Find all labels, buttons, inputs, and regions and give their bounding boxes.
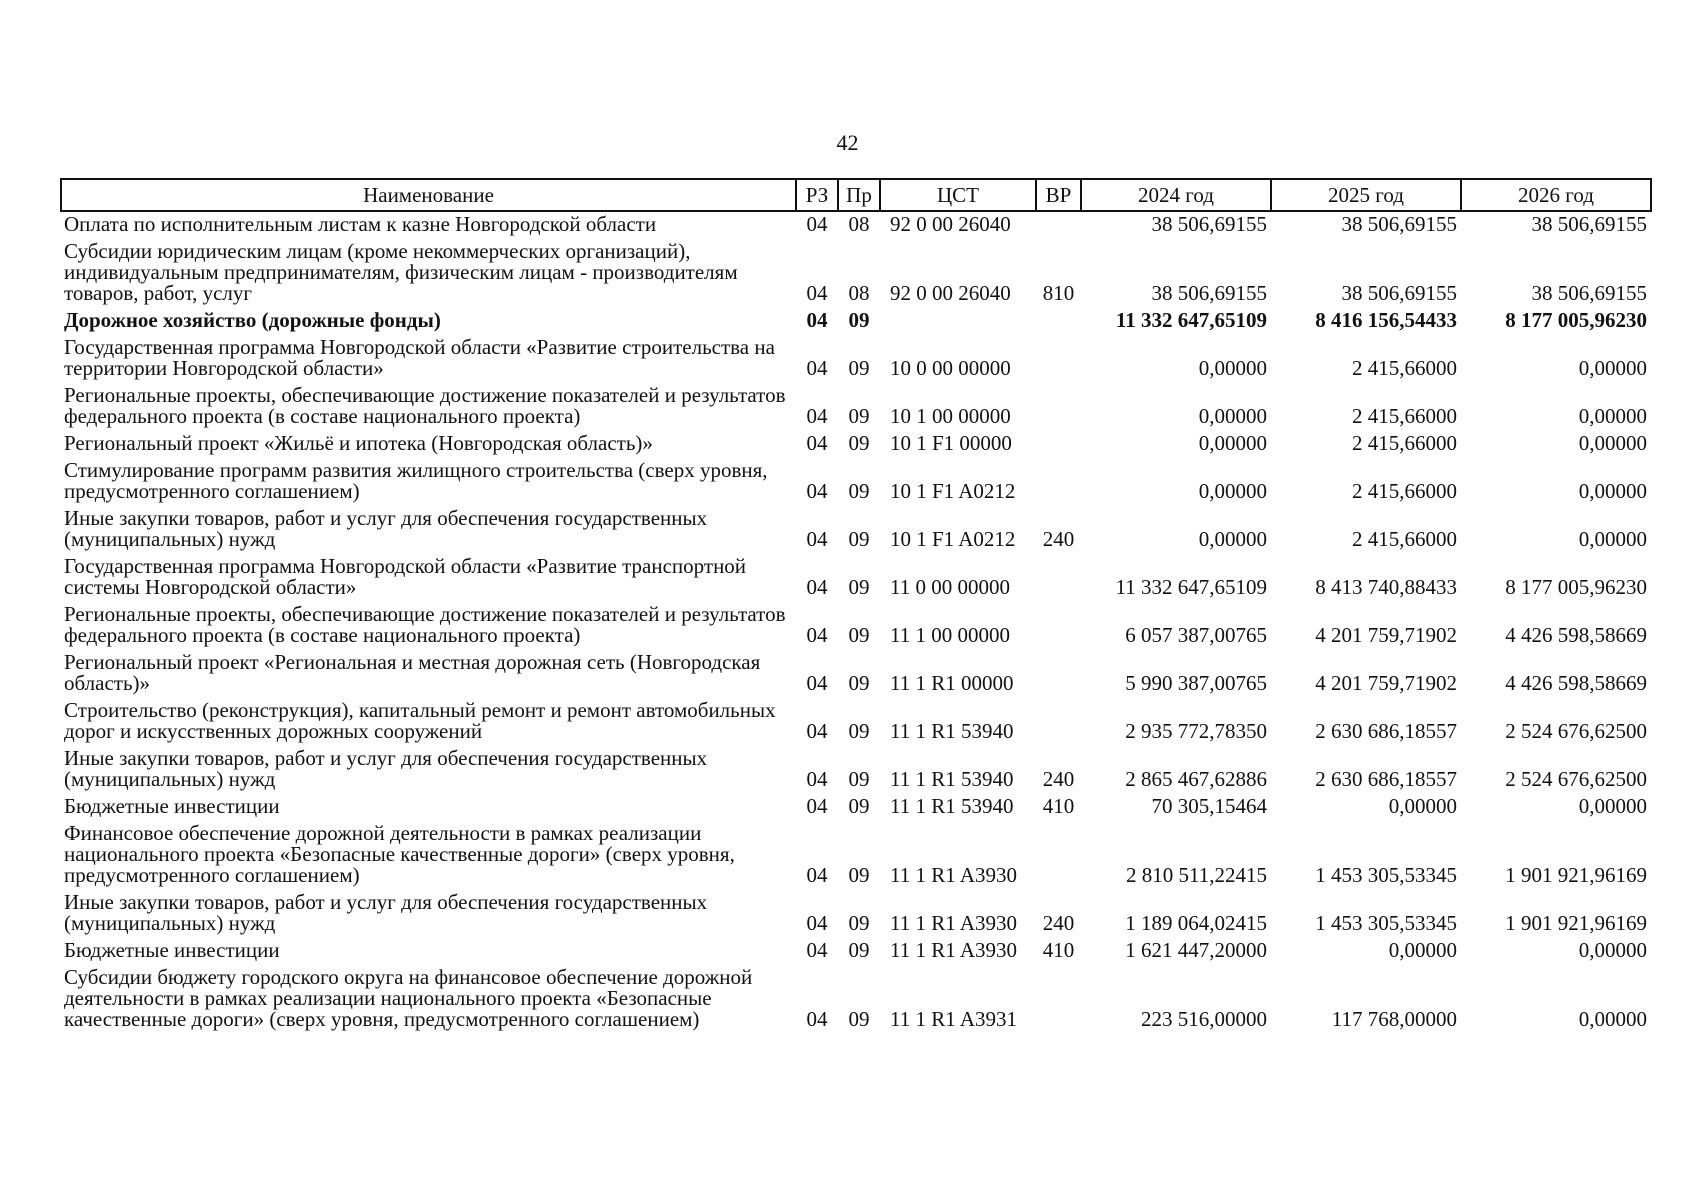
cell-rz: 04 — [806, 356, 828, 380]
cell-rz: 04 — [806, 479, 828, 503]
cell-2026: 38 506,69155 — [1531, 281, 1647, 305]
cell-cst: 11 1 R1 53940 — [890, 719, 1014, 743]
cell-rz: 04 — [806, 1007, 828, 1031]
cell-rz: 04 — [806, 767, 828, 791]
cell-2025: 2 415,66000 — [1352, 479, 1457, 503]
header-2025: 2025 год — [1271, 179, 1461, 211]
cell-2026: 4 426 598,58669 — [1505, 671, 1647, 695]
table-row — [61, 554, 1651, 602]
cell-name: Иные закупки товаров, работ и услуг для обеспечения государственных (муниципальных) нужд — [64, 746, 708, 791]
cell-2025: 2 630 686,18557 — [1315, 767, 1457, 791]
cell-rz: 04 — [806, 671, 828, 695]
cell-name: Региональные проекты, обеспечивающие достижение показателей и результатов федерального проекта (в составе национального проекта) — [64, 602, 786, 647]
cell-pr: 09 — [848, 911, 870, 935]
cell-rz: 04 — [806, 863, 828, 887]
cell-pr: 09 — [848, 356, 870, 380]
table-row — [61, 602, 1651, 650]
cell-pr: 08 — [848, 281, 870, 305]
cell-pr: 09 — [848, 938, 870, 962]
cell-cst: 11 1 R1 A3930 — [890, 863, 1017, 887]
header-cst: ЦСТ — [880, 179, 1036, 211]
cell-name: Дорожное хозяйство (дорожные фонды) — [64, 308, 441, 332]
table-header-row — [61, 179, 1651, 211]
cell-rz: 04 — [806, 719, 828, 743]
cell-name: Бюджетные инвестиции — [64, 794, 280, 818]
page-number: 42 — [836, 130, 859, 155]
cell-rz: 04 — [806, 212, 828, 236]
cell-pr: 09 — [848, 863, 870, 887]
table-row — [61, 794, 1651, 821]
cell-pr: 09 — [848, 575, 870, 599]
cell-pr: 09 — [848, 404, 870, 428]
cell-pr: 09 — [848, 623, 870, 647]
cell-vr: 240 — [1042, 911, 1075, 935]
cell-name: Региональный проект «Жильё и ипотека (Новгородская область)» — [64, 431, 653, 455]
cell-name: Строительство (реконструкция), капитальный ремонт и ремонт автомобильных дорог и искусственных дорожных сооружений — [64, 698, 776, 743]
cell-2024: 6 057 387,00765 — [1125, 623, 1267, 647]
cell-2024: 1 621 447,20000 — [1125, 938, 1267, 962]
cell-pr: 09 — [848, 527, 870, 551]
cell-2025: 38 506,69155 — [1341, 281, 1457, 305]
table-row — [61, 383, 1651, 431]
cell-rz: 04 — [806, 431, 828, 455]
header-rz: РЗ — [796, 179, 838, 211]
cell-2025: 0,00000 — [1388, 794, 1457, 818]
cell-2025: 38 506,69155 — [1341, 212, 1457, 236]
cell-name: Иные закупки товаров, работ и услуг для обеспечения государственных (муниципальных) нужд — [64, 506, 708, 551]
cell-2025: 117 768,00000 — [1331, 1007, 1457, 1031]
cell-2026: 0,00000 — [1578, 1007, 1647, 1031]
cell-vr — [1036, 211, 1081, 239]
cell-2024: 5 990 387,00765 — [1125, 671, 1267, 695]
cell-2025: 8 413 740,88433 — [1315, 575, 1457, 599]
cell-name: Стимулирование программ развития жилищного строительства (сверх уровня, предусмотренного соглашением) — [64, 458, 768, 503]
cell-2026: 8 177 005,96230 — [1505, 308, 1647, 332]
cell-cst: 11 1 R1 A3930 — [890, 911, 1017, 935]
cell-vr: 240 — [1042, 527, 1075, 551]
cell-2024: 11 332 647,65109 — [1115, 575, 1267, 599]
cell-2026: 8 177 005,96230 — [1505, 575, 1647, 599]
header-vr: ВР — [1036, 179, 1081, 211]
cell-name: Бюджетные инвестиции — [64, 938, 280, 962]
cell-pr: 09 — [848, 479, 870, 503]
cell-cst: 10 1 F1 A0212 — [890, 479, 1016, 503]
cell-name: Субсидии юридическим лицам (кроме некоммерческих организаций), индивидуальным предпринимателям, физическим лицам - производителям товаров, работ, услуг — [64, 239, 738, 305]
table-row — [61, 335, 1651, 383]
header-2024: 2024 год — [1081, 179, 1271, 211]
cell-vr — [1036, 602, 1081, 650]
cell-cst: 11 1 R1 53940 — [890, 794, 1014, 818]
cell-2025: 1 453 305,53345 — [1315, 863, 1457, 887]
cell-name: Государственная программа Новгородской области «Развитие строительства на территории Новгородской области» — [64, 335, 775, 380]
cell-name: Региональный проект «Региональная и местная дорожная сеть (Новгородская область)» — [64, 650, 761, 695]
table-row — [61, 965, 1651, 1034]
budget-table — [60, 178, 1652, 1034]
cell-pr: 09 — [848, 719, 870, 743]
cell-2024: 0,00000 — [1198, 356, 1267, 380]
header-2026: 2026 год — [1461, 179, 1651, 211]
cell-cst: 10 0 00 00000 — [890, 356, 1011, 380]
cell-2024: 223 516,00000 — [1141, 1007, 1267, 1031]
cell-rz: 04 — [806, 623, 828, 647]
cell-2026: 4 426 598,58669 — [1505, 623, 1647, 647]
cell-pr: 09 — [848, 671, 870, 695]
cell-rz: 04 — [806, 308, 828, 332]
table-row — [61, 821, 1651, 890]
cell-vr: 810 — [1042, 281, 1075, 305]
cell-name: Финансовое обеспечение дорожной деятельности в рамках реализации национального проекта «Безопасные качественные дороги» (сверх уровня, предусмотренного соглашением) — [64, 821, 735, 887]
cell-vr — [1036, 965, 1081, 1034]
table-row — [61, 506, 1651, 554]
cell-vr — [1036, 335, 1081, 383]
header-name: Наименование — [61, 179, 796, 211]
cell-2024: 38 506,69155 — [1151, 281, 1267, 305]
cell-cst: 11 1 R1 A3930 — [890, 938, 1017, 962]
cell-2025: 1 453 305,53345 — [1315, 911, 1457, 935]
cell-rz: 04 — [806, 404, 828, 428]
cell-rz: 04 — [806, 281, 828, 305]
cell-vr: 410 — [1042, 938, 1075, 962]
cell-2024: 11 332 647,65109 — [1115, 308, 1267, 332]
header-pr: Пр — [838, 179, 880, 211]
cell-2024: 2 810 511,22415 — [1126, 863, 1267, 887]
table-row — [61, 239, 1651, 308]
cell-2026: 2 524 676,62500 — [1505, 767, 1647, 791]
cell-2024: 0,00000 — [1198, 431, 1267, 455]
cell-cst: 10 1 F1 00000 — [890, 431, 1012, 455]
cell-name: Субсидии бюджету городского округа на финансовое обеспечение дорожной деятельности в рамках реализации национального проекта «Безопасные качественные дороги» (сверх уровня, предусмотренного соглашением) — [64, 965, 753, 1031]
table-row — [61, 650, 1651, 698]
cell-2024: 0,00000 — [1198, 479, 1267, 503]
cell-2025: 4 201 759,71902 — [1315, 671, 1457, 695]
cell-pr: 08 — [848, 212, 870, 236]
cell-2024: 2 935 772,78350 — [1125, 719, 1267, 743]
cell-2026: 1 901 921,96169 — [1505, 863, 1647, 887]
cell-2026: 0,00000 — [1578, 479, 1647, 503]
cell-pr: 09 — [848, 794, 870, 818]
table-row — [61, 890, 1651, 938]
table-row — [61, 431, 1651, 458]
cell-cst: 11 1 R1 53940 — [890, 767, 1014, 791]
cell-vr — [1036, 458, 1081, 506]
cell-2026: 38 506,69155 — [1531, 212, 1647, 236]
table-body — [61, 211, 1651, 1034]
cell-2025: 2 415,66000 — [1352, 356, 1457, 380]
cell-2026: 0,00000 — [1578, 938, 1647, 962]
cell-2026: 1 901 921,96169 — [1505, 911, 1647, 935]
cell-vr — [1036, 308, 1081, 335]
cell-2024: 1 189 064,02415 — [1125, 911, 1267, 935]
cell-vr — [1036, 821, 1081, 890]
cell-pr: 09 — [848, 431, 870, 455]
cell-2025: 4 201 759,71902 — [1315, 623, 1457, 647]
cell-pr: 09 — [848, 767, 870, 791]
cell-2025: 2 415,66000 — [1352, 431, 1457, 455]
table-row — [61, 746, 1651, 794]
cell-cst: 10 1 F1 A0212 — [890, 527, 1016, 551]
cell-rz: 04 — [806, 911, 828, 935]
table-row — [61, 938, 1651, 965]
cell-2024: 70 305,15464 — [1151, 794, 1267, 818]
cell-vr: 240 — [1042, 767, 1075, 791]
cell-rz: 04 — [806, 938, 828, 962]
cell-name: Региональные проекты, обеспечивающие достижение показателей и результатов федерального проекта (в составе национального проекта) — [64, 383, 786, 428]
cell-cst: 11 1 R1 00000 — [890, 671, 1014, 695]
cell-2026: 0,00000 — [1578, 404, 1647, 428]
cell-rz: 04 — [806, 575, 828, 599]
cell-vr: 410 — [1042, 794, 1075, 818]
cell-2024: 38 506,69155 — [1151, 212, 1267, 236]
cell-2025: 2 415,66000 — [1352, 404, 1457, 428]
cell-cst: 10 1 00 00000 — [890, 404, 1011, 428]
cell-2025: 0,00000 — [1388, 938, 1457, 962]
cell-2026: 0,00000 — [1578, 794, 1647, 818]
cell-cst: 11 0 00 00000 — [890, 575, 1010, 599]
cell-cst: 11 1 R1 A3931 — [890, 1007, 1017, 1031]
cell-rz: 04 — [806, 794, 828, 818]
cell-pr: 09 — [848, 308, 870, 332]
cell-2026: 0,00000 — [1578, 356, 1647, 380]
cell-2024: 2 865 467,62886 — [1125, 767, 1267, 791]
cell-vr — [1036, 383, 1081, 431]
table-row — [61, 458, 1651, 506]
table-row — [61, 308, 1651, 335]
cell-vr — [1036, 698, 1081, 746]
cell-cst: 92 0 00 26040 — [890, 212, 1011, 236]
cell-cst: 92 0 00 26040 — [890, 281, 1011, 305]
cell-cst — [880, 308, 1036, 335]
cell-vr — [1036, 650, 1081, 698]
cell-vr — [1036, 431, 1081, 458]
cell-name: Государственная программа Новгородской области «Развитие транспортной системы Новгородской области» — [64, 554, 747, 599]
cell-2026: 2 524 676,62500 — [1505, 719, 1647, 743]
cell-pr: 09 — [848, 1007, 870, 1031]
cell-2026: 0,00000 — [1578, 431, 1647, 455]
cell-cst: 11 1 00 00000 — [890, 623, 1010, 647]
cell-rz: 04 — [806, 527, 828, 551]
cell-2025: 8 416 156,54433 — [1315, 308, 1457, 332]
cell-2025: 2 630 686,18557 — [1315, 719, 1457, 743]
cell-name: Оплата по исполнительным листам к казне Новгородской области — [64, 212, 657, 236]
table-row — [61, 698, 1651, 746]
cell-2024: 0,00000 — [1198, 527, 1267, 551]
cell-2024: 0,00000 — [1198, 404, 1267, 428]
cell-name: Иные закупки товаров, работ и услуг для обеспечения государственных (муниципальных) нужд — [64, 890, 708, 935]
cell-2026: 0,00000 — [1578, 527, 1647, 551]
cell-2025: 2 415,66000 — [1352, 527, 1457, 551]
table-row — [61, 211, 1651, 239]
cell-vr — [1036, 554, 1081, 602]
